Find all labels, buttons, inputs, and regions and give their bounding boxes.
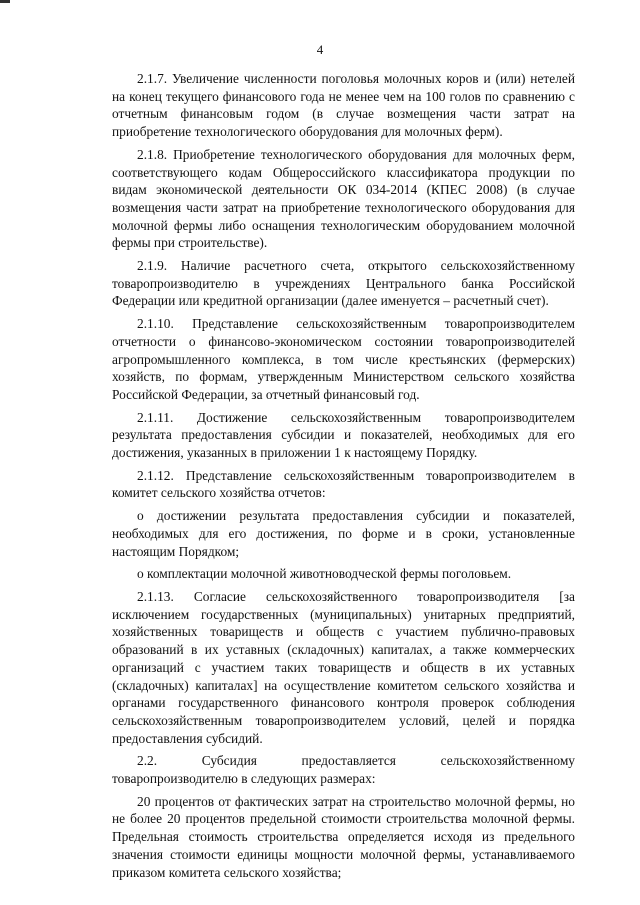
document-body: [112, 70, 575, 881]
scan-corner-mark: [0, 0, 10, 3]
paragraph-report-results: о достижении результата предоставления субсидии и показателей, необходимых для его достижения, по форме и в сроки, установленные настоящим Порядком;: [112, 508, 575, 559]
paragraph-2-1-9: 2.1.9. Наличие расчетного счета, открытого сельскохозяйственному товаропроизводителю в учреждениях Центрального банка Российской Федерации или кредитной организации (далее именуется – расчетный счет).: [112, 258, 575, 309]
paragraph-2-1-10: 2.1.10. Представление сельскохозяйственным товаропроизводителем отчетности о финансово-экономическом состоянии товаропроизводителей агропромышленного комплекса, в том числе крестьянских (фермерских) хозяйств, по формам, утвержденным Министерством сельского хозяйства Российской Федерации, за отчетный финансовый год.: [112, 316, 575, 402]
paragraph-2-1-13: 2.1.13. Согласие сельскохозяйственного товаропроизводителя [за исключением государственных (муниципальных) унитарных предприятий, хозяйственных товариществ и обществ с участием публично-правовых образований в их уставных (складочных) капиталах, а также коммерческих организаций с участием таких товариществ и обществ в их уставных (складочных) капиталах] на осуществление комитетом сельского хозяйства и органами государственного финансового контроля проверок соблюдения сельскохозяйственным товаропроизводителем условий, целей и порядка предоставления субсидий.: [112, 588, 575, 746]
paragraph-2-1-11: 2.1.11. Достижение сельскохозяйственным товаропроизводителем результата предоставления субсидии и показателей, необходимых для его достижения, указанных в приложении 1 к настоящему Порядку.: [112, 409, 575, 461]
paragraph-20-percent: 20 процентов от фактических затрат на строительство молочной фермы, но не более 20 процентов предельной стоимости строительства молочной фермы. Предельная стоимость строительства определяется исходя из предельного значения стоимости единицы мощности молочной фермы, устанавливаемого приказом комитета сельского хозяйства;: [112, 793, 575, 880]
paragraph-report-livestock: о комплектации молочной животноводческой фермы поголовьем.: [137, 566, 512, 582]
paragraph-2-1-7: 2.1.7. Увеличение численности поголовья молочных коров и (или) нетелей на конец текущего финансового года не менее чем на 100 голов по сравнению с отчетным финансовым годом (в случае возмещения части затрат на приобретение технологического оборудования для молочных ферм).: [112, 71, 575, 140]
paragraph-2-1-8: 2.1.8. Приобретение технологического оборудования для молочных ферм, соответствующего кодам Общероссийского классификатора продукции по видам экономической деятельности ОК 034-2014 (КПЕС 2008) (в случае возмещения части затрат на приобретение технологического оборудования для молочной фермы либо оснащения технологическим оборудованием молочной фермы при строительстве).: [112, 146, 575, 251]
paragraph-2-1-12: 2.1.12. Представление сельскохозяйственным товаропроизводителем в комитет сельского хозяйства отчетов:: [112, 467, 575, 501]
paragraph-2-2: 2.2. Субсидия предоставляется сельскохозяйственному товаропроизводителю в следующих размерах:: [112, 753, 575, 787]
page-number: 4: [316, 42, 324, 57]
